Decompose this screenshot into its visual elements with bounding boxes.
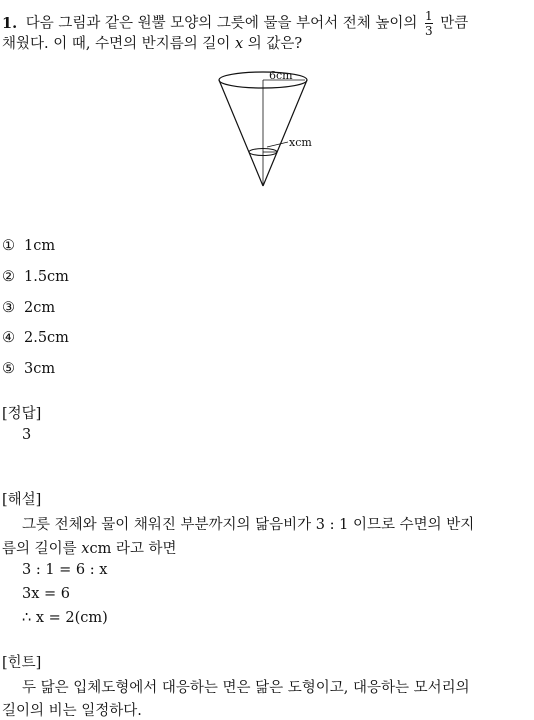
cone-figure <box>205 68 335 193</box>
choice-1-mark: ① <box>2 238 15 254</box>
choice-1[interactable] <box>2 238 55 254</box>
water-radius-label: xcm <box>289 136 312 149</box>
choice-5[interactable] <box>2 361 55 377</box>
question-text-2a: 채웠다. 이 때, 수면의 반지름의 길이 <box>2 36 231 52</box>
fraction-denominator: 3 <box>425 24 433 38</box>
explanation-label: [해설] <box>2 492 42 508</box>
choice-3-text: 2cm <box>24 300 56 316</box>
answer-label: [정답] <box>2 406 42 422</box>
question-number: 1. <box>2 14 18 32</box>
choice-2[interactable] <box>2 269 69 285</box>
choice-4[interactable] <box>2 330 69 346</box>
equation-1: 3 : 1 = 6 : x <box>22 562 108 578</box>
question-variable: x <box>234 36 244 52</box>
equation-3: ∴ x = 2(cm) <box>22 610 108 626</box>
choice-5-text: 3cm <box>24 361 56 377</box>
choice-2-text: 1.5cm <box>24 269 69 285</box>
choice-1-text: 1cm <box>24 238 56 254</box>
question-text-1: 다음 그림과 같은 원뿔 모양의 그릇에 물을 부어서 전체 높이의 <box>25 15 418 32</box>
equation-2: 3x = 6 <box>22 586 70 602</box>
choice-2-mark: ② <box>2 269 15 285</box>
question-text-1-end: 만큼 <box>440 15 469 32</box>
explanation-line-2 <box>2 537 177 558</box>
fraction-one-third <box>425 10 433 37</box>
answer-value: 3 <box>22 427 32 443</box>
fraction-numerator: 1 <box>425 9 433 23</box>
top-radius-label: 6cm <box>269 69 293 82</box>
explanation-line-1: 그릇 전체와 물이 채워진 부분까지의 닮음비가 3 : 1 이므로 수면의 반지 <box>22 517 475 533</box>
hint-label: [힌트] <box>2 655 42 671</box>
explanation-variable: x <box>81 541 90 557</box>
choice-4-text: 2.5cm <box>24 330 69 346</box>
choice-4-mark: ④ <box>2 330 15 346</box>
choice-3[interactable] <box>2 300 55 316</box>
hint-line-1: 두 닮은 입체도형에서 대응하는 면은 닮은 도형이고, 대응하는 모서리의 <box>22 680 470 696</box>
side-label-pointer <box>267 142 288 147</box>
cone-diagram <box>205 68 335 193</box>
explanation-line-2a: 름의 길이를 <box>2 541 77 557</box>
explanation-line-2b: cm 라고 하면 <box>89 541 177 557</box>
hint-line-2: 길이의 비는 일정하다. <box>2 703 142 719</box>
question-line-2 <box>2 32 302 53</box>
choice-3-mark: ③ <box>2 300 15 316</box>
choice-5-mark: ⑤ <box>2 361 15 377</box>
cone-right-edge <box>263 80 307 186</box>
question-text-2b: 의 값은? <box>247 36 303 52</box>
cone-left-edge <box>219 80 263 186</box>
